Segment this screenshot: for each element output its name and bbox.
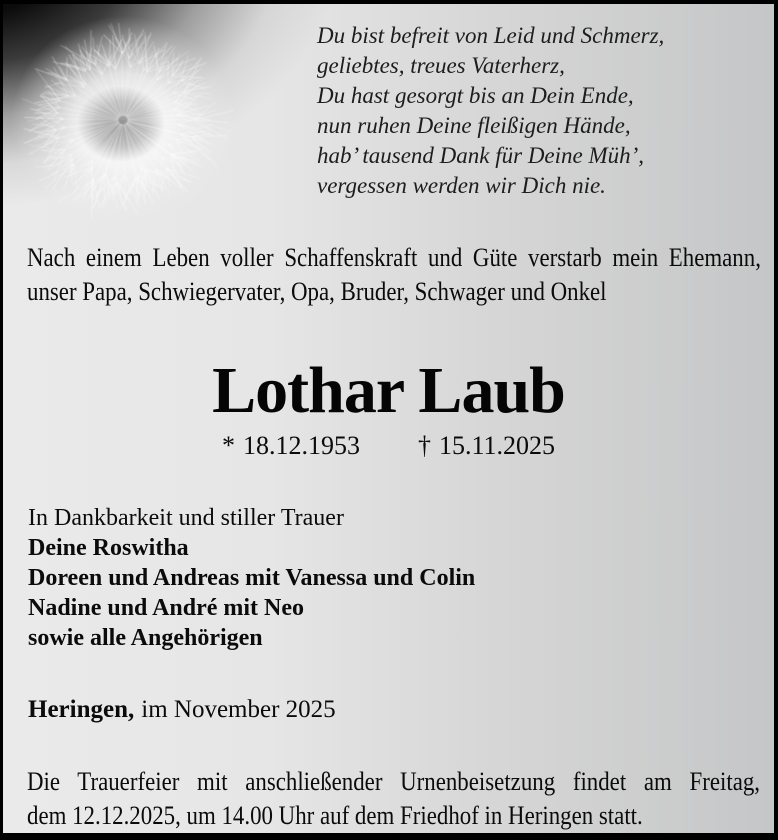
death-date-value: 15.11.2025	[438, 431, 556, 460]
death-cross-symbol: †	[417, 431, 431, 460]
announcement-line: unser Papa, Schwiegervater, Opa, Bruder, Schwager und Onkel	[27, 277, 607, 306]
funeral-info-paragraph	[27, 765, 760, 833]
place-name: Heringen,	[28, 696, 135, 723]
notice-date: im November 2025	[141, 696, 336, 723]
memorial-poem	[317, 21, 664, 201]
dandelion-image	[3, 4, 259, 244]
poem-line: Du bist befreit von Leid und Schmerz,	[317, 23, 665, 48]
announcement-line: Nach einem Leben voller Schaffenskraft und Güte verstarb mein Ehemann,	[27, 243, 761, 272]
funeral-info-line: dem 12.12.2025, um 14.00 Uhr auf dem Friedhof in Heringen statt.	[27, 801, 643, 830]
place-date-line	[28, 696, 336, 724]
mourner-name: Deine Roswitha	[28, 535, 189, 561]
poem-line: nun ruhen Deine fleißigen Hände,	[317, 113, 631, 138]
death-date	[418, 431, 555, 461]
mourner-name: Doreen und Andreas mit Vanessa und Colin	[28, 565, 476, 591]
deceased-name: Lothar Laub	[212, 354, 565, 427]
life-dates	[3, 431, 774, 461]
poem-line: hab’ tausend Dank für Deine Müh’,	[317, 143, 645, 168]
birth-date-value: 18.12.1953	[242, 431, 360, 460]
mourner-name: Nadine und André mit Neo	[28, 595, 305, 621]
mourners-block	[28, 503, 475, 653]
poem-line: Du hast gesorgt bis an Dein Ende,	[317, 83, 634, 108]
mourner-name: sowie alle Angehörigen	[28, 625, 263, 651]
poem-line: geliebtes, treues Vaterherz,	[317, 53, 565, 78]
photo-backdrop	[3, 4, 273, 254]
mourners-intro: In Dankbarkeit und stiller Trauer	[28, 505, 344, 531]
poem-line: vergessen werden wir Dich nie.	[317, 173, 606, 198]
birth-date	[222, 431, 360, 461]
funeral-info-line: Die Trauerfeier mit anschließender Urnenbeisetzung findet am Freitag,	[27, 767, 761, 796]
birth-star-symbol: *	[221, 431, 235, 460]
announcement-paragraph	[27, 241, 761, 309]
